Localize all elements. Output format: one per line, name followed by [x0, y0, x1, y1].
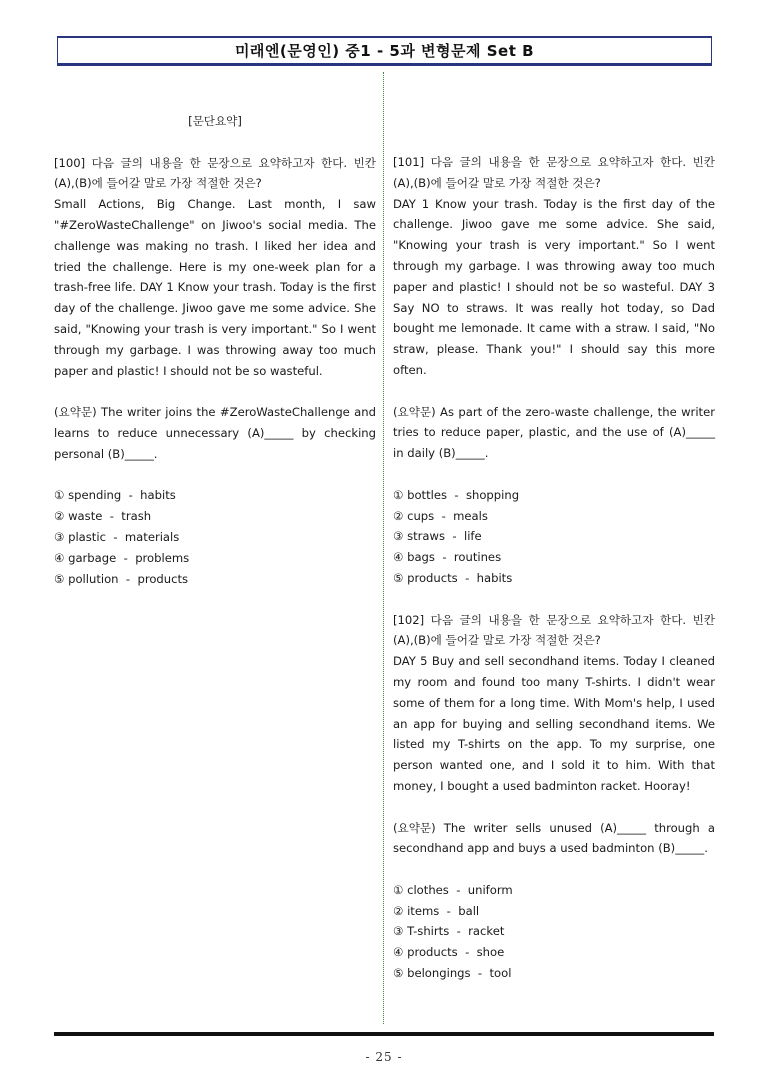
answer-option-5[interactable]: ⑤ products - habits [393, 570, 513, 585]
answer-option-2[interactable]: ② cups - meals [393, 508, 488, 523]
question-prompt: [100] 다음 글의 내용을 한 문장으로 요약하고자 한다. 빈칸 (A),(B)에 들어갈 말로 가장 적절한 것은? [54, 155, 376, 191]
page-number: - 25 - [365, 1050, 403, 1064]
answer-option-4[interactable]: ④ garbage - problems [54, 550, 190, 565]
answer-option-5[interactable]: ⑤ belongings - tool [393, 966, 512, 981]
answer-option-4[interactable]: ④ bags - routines [393, 550, 502, 565]
section-label: [문단요약] [188, 114, 242, 128]
question-passage: Small Actions, Big Change. Last month, I saw "#ZeroWasteChallenge" on Jiwoo's social media. The challenge was making no trash. I liked her idea and tried the challenge. Here is my one-week plan for a trash-free life. DAY 1 Know your trash. Today is the first day of the challenge. Jiwoo gave me some advice. She said, "Knowing your trash is very important." So I went through my garbage. I was throwing away too much paper and plastic! I should not be so wasteful. [54, 197, 376, 378]
question-passage: DAY 1 Know your trash. Today is the first day of the challenge. Jiwoo gave me some advice. She said, "Knowing your trash is very important." So I went through my garbage. I was throwing away too much paper and plastic! I should not be so wasteful. DAY 3 Say NO to straws. It was really hot today, so Dad bought me lemonade. It came with a straw. I said, "No straw, please. Thank you!" I should say this more often. [393, 196, 715, 377]
question-prompt: [101] 다음 글의 내용을 한 문장으로 요약하고자 한다. 빈칸 (A),(B)에 들어갈 말로 가장 적절한 것은? [393, 155, 715, 190]
answer-option-2[interactable]: ② items - ball [393, 903, 480, 918]
answer-option-5[interactable]: ⑤ pollution - products [54, 571, 189, 586]
right-column [393, 152, 715, 984]
question-prompt: [102] 다음 글의 내용을 한 문장으로 요약하고자 한다. 빈칸 (A),(B)에 들어갈 말로 가장 적절한 것은? [393, 612, 715, 648]
answer-option-1[interactable]: ① clothes - uniform [393, 882, 513, 897]
summary-sentence: (요약문) As part of the zero-waste challenge, the writer tries to reduce paper, plastic, and the use of (A)_____ in daily (B)_____. [393, 404, 715, 461]
question-102 [393, 610, 715, 984]
question-passage: DAY 5 Buy and sell secondhand items. Today I cleaned my room and found too many T-shirts. I didn't wear some of them for a long time. With Mom's help, I used an app for buying and selling secondhand items. We listed my T-shirts on the app. To my surprise, one person wanted one, and I sold it to him. With that money, I bought a used badminton racket. Hooray! [393, 654, 715, 793]
left-column [54, 111, 376, 589]
answer-option-1[interactable]: ① spending - habits [54, 488, 176, 503]
answer-option-3[interactable]: ③ plastic - materials [54, 529, 180, 544]
footer-rule [54, 1032, 714, 1036]
answer-option-3[interactable]: ③ straws - life [393, 529, 482, 544]
answer-options [393, 880, 715, 984]
question-101 [393, 152, 715, 589]
answer-options [54, 485, 376, 589]
summary-sentence: (요약문) The writer joins the #ZeroWasteChallenge and learns to reduce unnecessary (A)_____ by checking personal (B)_____. [54, 405, 376, 461]
page-title: 미래엔(문영인) 중1 - 5과 변형문제 Set B [234, 42, 535, 60]
summary-sentence: (요약문) The writer sells unused (A)_____ through a secondhand app and buys a used badminton (B)_____. [393, 820, 715, 856]
question-100 [54, 153, 376, 590]
answer-option-1[interactable]: ① bottles - shopping [393, 487, 520, 502]
answer-options [393, 485, 715, 589]
answer-option-2[interactable]: ② waste - trash [54, 509, 152, 524]
answer-option-3[interactable]: ③ T-shirts - racket [393, 924, 505, 939]
page-header [57, 36, 712, 66]
column-divider [383, 72, 384, 1024]
answer-option-4[interactable]: ④ products - shoe [393, 945, 505, 960]
